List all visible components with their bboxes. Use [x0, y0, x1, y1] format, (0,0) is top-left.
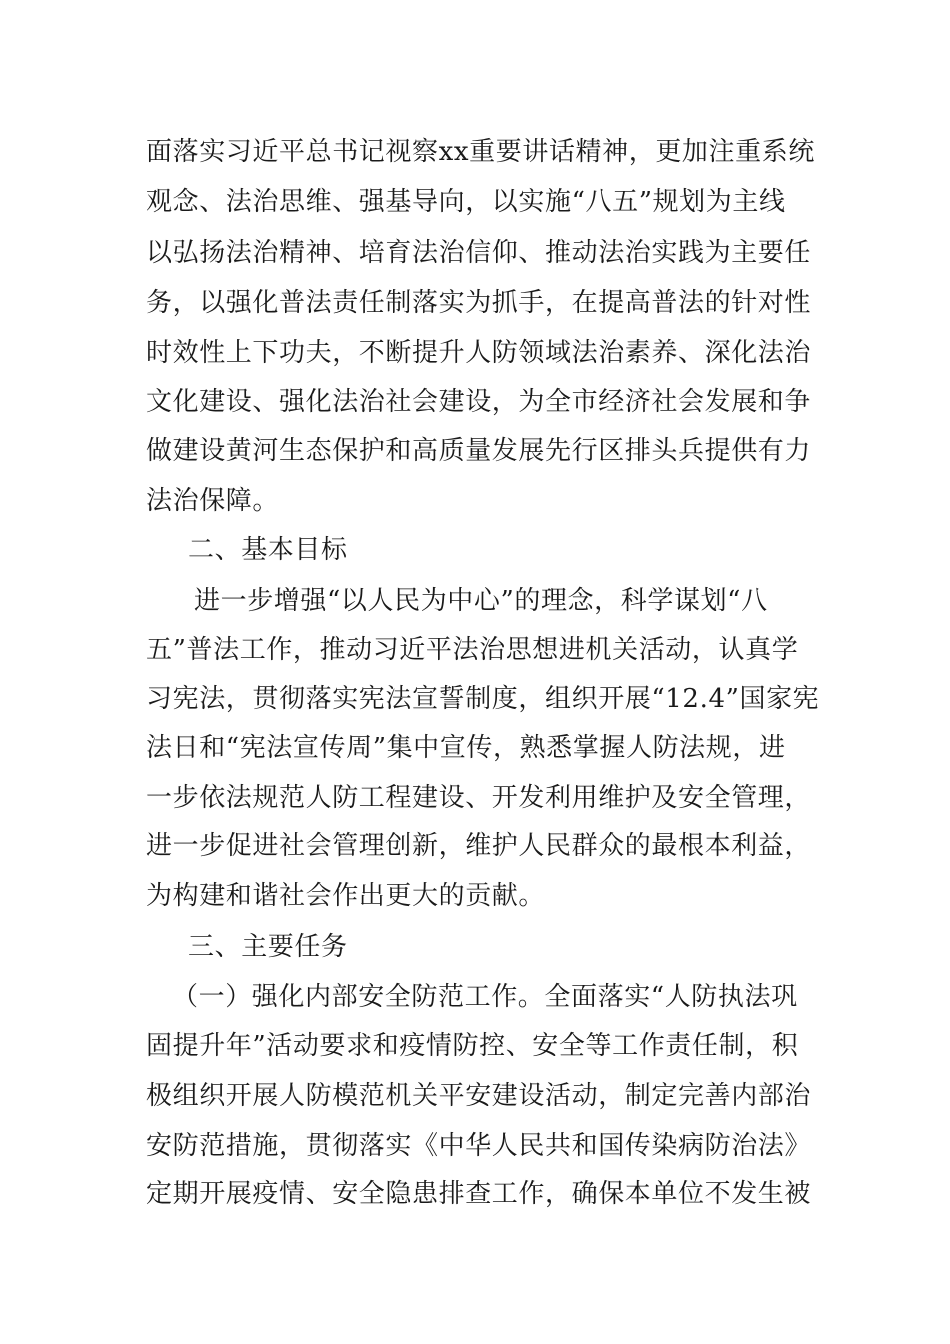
- paragraph-line: 为构建和谐社会作出更大的贡献。: [146, 881, 546, 911]
- paragraph-line: （一）强化内部安全防范工作。全面落实“人防执法巩: [172, 982, 798, 1012]
- paragraph-line: 进一步增强“以人民为中心”的理念，科学谋划“八: [194, 586, 768, 616]
- paragraph-line: 时效性上下功夫，不断提升人防领域法治素养、深化法治: [146, 338, 812, 368]
- paragraph-line: 观念、法治思维、强基导向，以实施“八五”规划为主线: [146, 187, 786, 217]
- paragraph-line: 面落实习近平总书记视察xx重要讲话精神，更加注重系统: [146, 137, 815, 167]
- paragraph-line: 文化建设、强化法治社会建设，为全市经济社会发展和争: [146, 387, 812, 417]
- paragraph-line: 法日和“宪法宣传周”集中宣传，熟悉掌握人防法规，进: [146, 733, 786, 763]
- paragraph-line: 安防范措施，贯彻落实《中华人民共和国传染病防治法》: [146, 1131, 812, 1161]
- paragraph-line: 一步依法规范人防工程建设、开发利用维护及安全管理，: [146, 783, 812, 813]
- paragraph-line: 极组织开展人防模范机关平安建设活动，制定完善内部治: [146, 1081, 812, 1111]
- paragraph-line: 五”普法工作，推动习近平法治思想进机关活动，认真学: [146, 635, 799, 665]
- paragraph-line: 进一步促进社会管理创新，维护人民群众的最根本利益，: [146, 831, 812, 861]
- section-heading-main-tasks: 三、主要任务: [188, 932, 348, 962]
- paragraph-line: 定期开展疫情、安全隐患排查工作，确保本单位不发生被: [146, 1179, 812, 1209]
- paragraph-line: 法治保障。: [146, 486, 280, 516]
- section-heading-basic-goals: 二、基本目标: [188, 535, 348, 565]
- paragraph-line: 做建设黄河生态保护和高质量发展先行区排头兵提供有力: [146, 436, 812, 466]
- paragraph-line: 务，以强化普法责任制落实为抓手，在提高普法的针对性: [146, 288, 812, 318]
- paragraph-line: 以弘扬法治精神、培育法治信仰、推动法治实践为主要任: [146, 238, 812, 268]
- paragraph-line: 习宪法，贯彻落实宪法宣誓制度，组织开展“12.4”国家宪: [146, 684, 820, 714]
- paragraph-line: 固提升年”活动要求和疫情防控、安全等工作责任制，积: [146, 1031, 799, 1061]
